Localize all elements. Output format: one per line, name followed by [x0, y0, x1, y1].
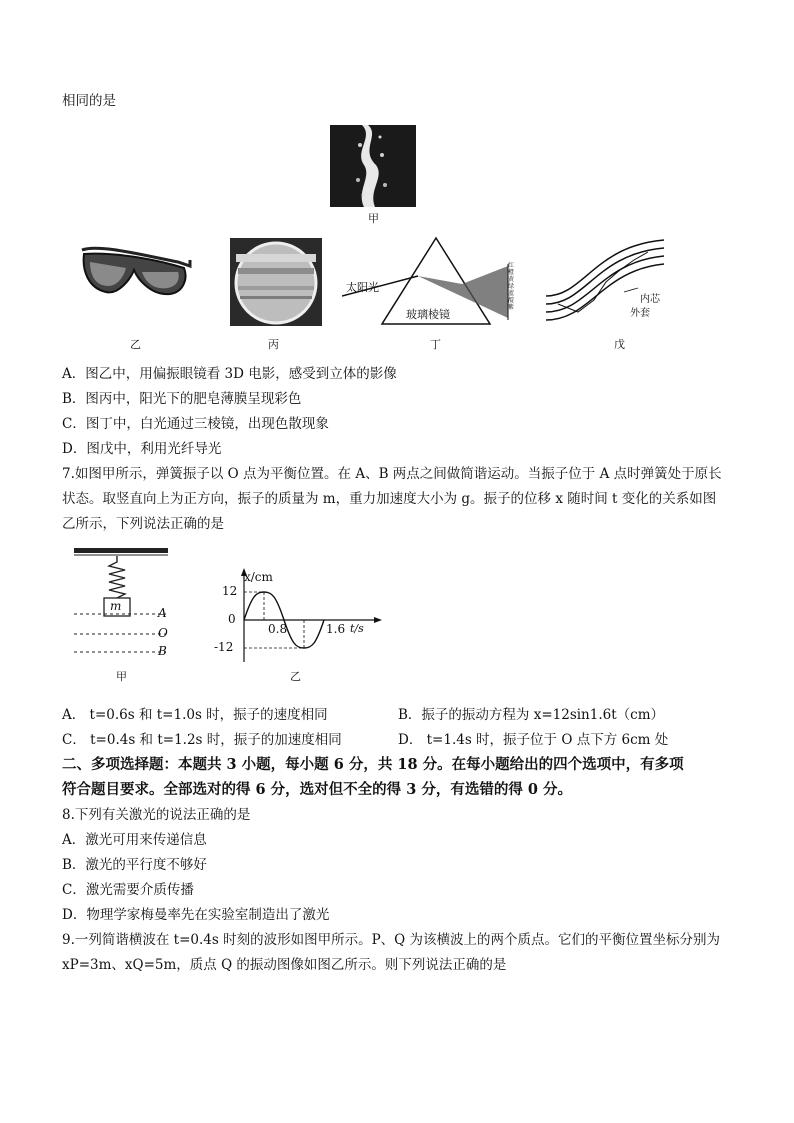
- q8-option-a: A．激光可用来传递信息: [62, 832, 207, 848]
- tick-pos-12: 12: [222, 584, 238, 598]
- q8-stem: 8.下列有关激光的说法正确的是: [62, 807, 251, 823]
- section2-line1: 二、多项选择题：本题共 3 小题，每小题 6 分，共 18 分。在每小题给出的四个选项中，有多项: [62, 756, 684, 773]
- intro-line: 相同的是: [62, 93, 116, 109]
- fiber-core-label: 内芯: [640, 294, 660, 305]
- q7-option-c: C． t=0.4s 和 t=1.2s 时，振子的加速度相同: [62, 732, 342, 748]
- q7-option-d: D． t=1.4s 时，振子位于 O 点下方 6cm 处: [398, 732, 669, 748]
- fig-ding-caption: 丁: [430, 338, 441, 351]
- q6-option-c: C．图丁中，白光通过三棱镜，出现色散现象: [62, 416, 329, 432]
- sunglasses-image: [78, 240, 194, 306]
- section2-line2: 符合题目要求。全部选对的得 6 分，选对但不全的得 3 分，有选错的得 0 分。: [62, 781, 573, 798]
- fig-wu-caption: 戊: [614, 338, 625, 351]
- q7-fig-jia-caption: 甲: [116, 670, 127, 683]
- q6-option-a: A．图乙中，用偏振眼镜看 3D 电影，感受到立体的影像: [62, 366, 397, 382]
- xt-graph: [214, 566, 384, 666]
- q7-stem-line3: 乙所示，下列说法正确的是: [62, 516, 224, 532]
- q8-option-d: D．物理学家梅曼率先在实验室制造出了激光: [62, 907, 330, 923]
- q6-option-b: B．图丙中，阳光下的肥皂薄膜呈现彩色: [62, 391, 302, 407]
- q9-stem-line2: xP=3m、xQ=5m，质点 Q 的振动图像如图乙所示。则下列说法正确的是: [62, 957, 507, 973]
- q7-stem-line2: 状态。取竖直向上为正方向，振子的质量为 m，重力加速度大小为 g。振子的位移 x 随时间 t 变化的关系如图: [62, 491, 717, 507]
- soap-film-image: [230, 238, 322, 326]
- q9-stem-line1: 9.一列简谐横波在 t=0.4s 时刻的波形如图甲所示。P、Q 为该横波上的两个质点。它们的平衡位置坐标分别为: [62, 932, 721, 948]
- q7-stem-line1: 7.如图甲所示，弹簧振子以 O 点为平衡位置。在 A、B 两点之间做简谐运动。当振子位于 A 点时弹簧处于原长: [62, 466, 722, 482]
- x-axis-label: t/s: [350, 622, 364, 635]
- spring-oscillator-diagram: [72, 546, 172, 658]
- q7-option-a: A． t=0.6s 和 t=1.0s 时，振子的速度相同: [62, 707, 328, 723]
- point-a-label: A: [158, 606, 167, 620]
- fig-bing-caption: 丙: [268, 338, 279, 351]
- q7-fig-yi-caption: 乙: [290, 670, 301, 683]
- fig-jia-caption: 甲: [368, 212, 379, 225]
- tick-1-6: 1.6: [326, 622, 346, 636]
- mass-label: m: [110, 599, 122, 613]
- tick-0-8: 0.8: [268, 622, 288, 636]
- q8-option-b: B．激光的平行度不够好: [62, 857, 207, 873]
- prism-glass-label: 玻璃棱镜: [406, 308, 450, 321]
- tick-zero: 0: [228, 612, 236, 626]
- q7-option-b: B．振子的振动方程为 x=12sin1.6t（cm）: [398, 707, 665, 723]
- fiber-cladding-label: 外套: [630, 308, 650, 319]
- q8-option-c: C．激光需要介质传播: [62, 882, 194, 898]
- y-axis-label: x/cm: [244, 570, 273, 584]
- diffraction-photo: [330, 125, 416, 207]
- q6-option-d: D．图戊中，利用光纤导光: [62, 441, 222, 457]
- tick-neg-12: -12: [214, 640, 234, 654]
- fig-yi-caption: 乙: [130, 338, 141, 351]
- point-b-label: B: [158, 644, 167, 658]
- point-o-label: O: [158, 626, 168, 640]
- prism-colors-label: 红橙黄绿蓝靛紫: [508, 262, 515, 311]
- prism-sunlight-label: 太阳光: [346, 281, 379, 294]
